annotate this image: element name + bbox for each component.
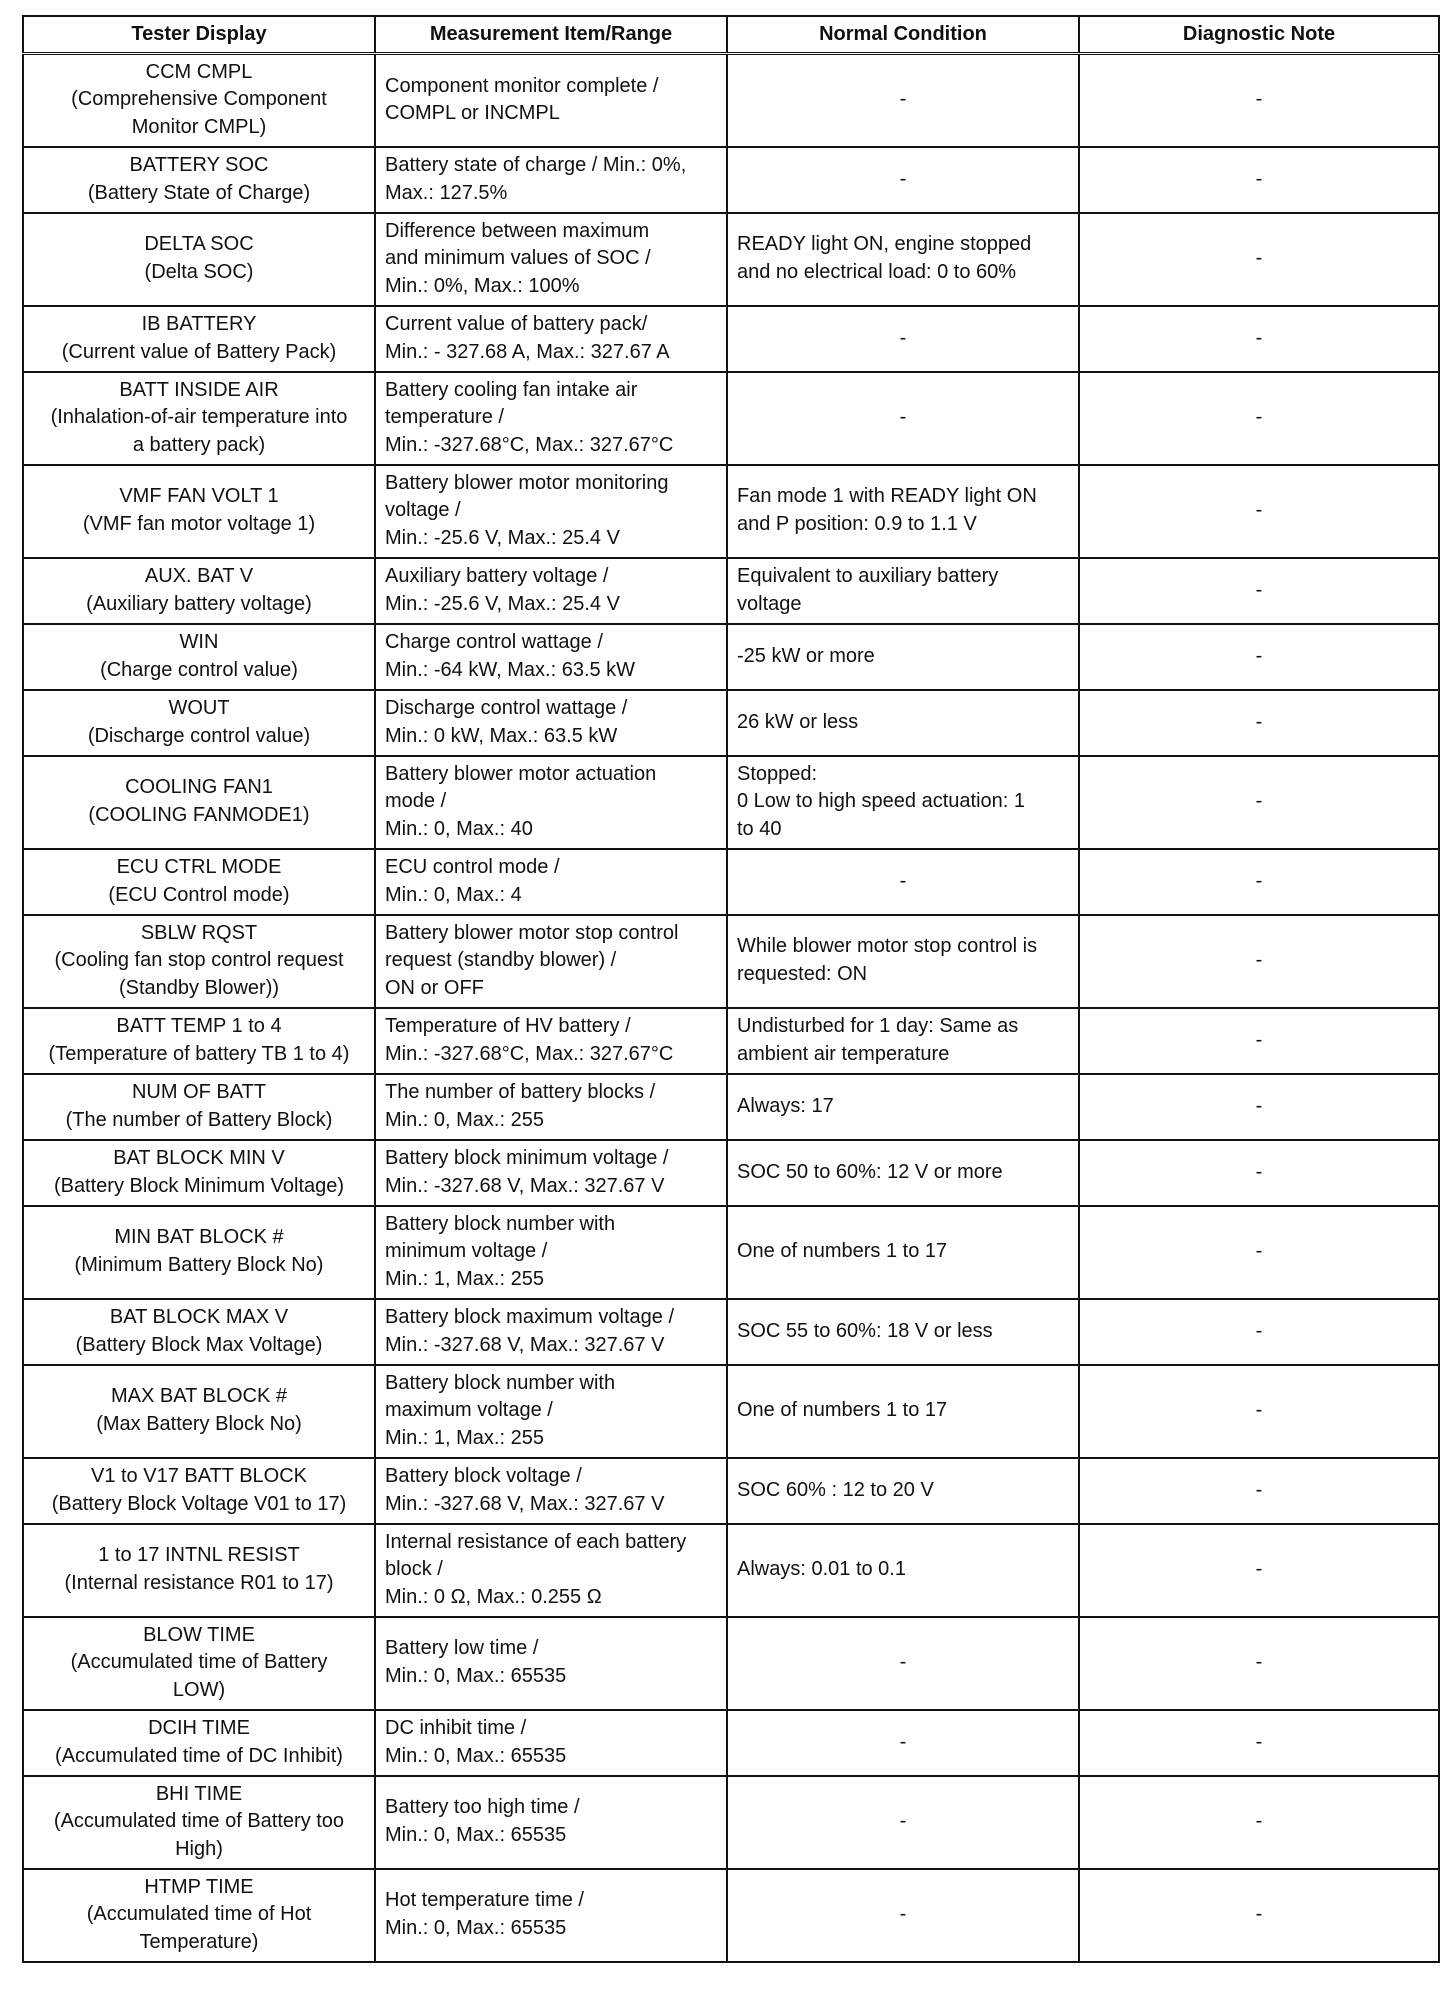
diagnostic-note-cell: -: [1079, 558, 1439, 624]
table-row: [23, 1140, 1439, 1206]
measurement-item-cell-line: Min.: - 327.68 A, Max.: 327.67 A: [385, 340, 670, 363]
tester-display-cell: [23, 1710, 375, 1776]
header-row: [23, 16, 1439, 54]
tester-display-cell-line: AUX. BAT V: [144, 564, 254, 587]
tester-display-cell: [23, 1869, 375, 1962]
measurement-item-cell-line: Component monitor complete /: [385, 74, 659, 97]
measurement-item-cell-line: Min.: -327.68°C, Max.: 327.67°C: [385, 433, 674, 456]
normal-condition-cell: [727, 1776, 1079, 1869]
table-row: [23, 1869, 1439, 1962]
tester-display-cell-line: (Minimum Battery Block No): [74, 1254, 324, 1276]
table-row: [23, 465, 1439, 558]
diagnostic-note-cell: -: [1079, 1140, 1439, 1206]
normal-condition-cell-line: -: [899, 1903, 907, 1926]
measurement-item-cell-line: Hot temperature time /: [385, 1889, 584, 1912]
measurement-item-cell: [375, 1206, 727, 1299]
tester-display-cell-line: BAT BLOCK MAX V: [109, 1305, 289, 1328]
normal-condition-cell-line: Always: 17: [737, 1094, 834, 1117]
table-row: [23, 558, 1439, 624]
tester-display-cell-line: (Accumulated time of Battery too: [53, 1810, 345, 1833]
tester-display-cell-line: BATT TEMP 1 to 4: [116, 1014, 282, 1037]
measurement-item-cell: [375, 1710, 727, 1776]
measurement-item-cell: [375, 1008, 727, 1074]
measurement-item-cell-line: minimum voltage /: [385, 1240, 548, 1263]
tester-display-cell: [23, 1299, 375, 1365]
tester-display-cell-line: (COOLING FANMODE1): [88, 804, 310, 826]
normal-condition-cell-line: voltage: [737, 592, 802, 615]
tester-display-cell: [23, 690, 375, 756]
measurement-item-cell-line: Battery block number with: [385, 1212, 616, 1235]
tester-display-cell-line: High): [175, 1837, 223, 1860]
diagnostic-note-cell: -: [1079, 1710, 1439, 1776]
normal-condition-cell: [727, 306, 1079, 372]
normal-condition-cell: [727, 1869, 1079, 1962]
tester-display-cell: [23, 915, 375, 1008]
table-row: [23, 1206, 1439, 1299]
normal-condition-cell: [727, 1140, 1079, 1206]
normal-condition-cell: [727, 1524, 1079, 1617]
tester-display-cell-line: (Internal resistance R01 to 17): [64, 1572, 334, 1594]
tester-display-cell-line: (Inhalation-of-air temperature into: [50, 406, 348, 429]
tester-display-cell-line: (The number of Battery Block): [65, 1108, 333, 1131]
measurement-item-cell-line: Temperature of HV battery /: [385, 1014, 631, 1037]
normal-condition-cell-line: -: [899, 406, 907, 429]
table-row: [23, 624, 1439, 690]
tester-display-cell-line: (Temperature of battery TB 1 to 4): [48, 1042, 350, 1065]
normal-condition-cell: [727, 1074, 1079, 1140]
tester-display-cell-line: (Accumulated time of Hot: [86, 1903, 312, 1926]
normal-condition-cell-line: requested: ON: [737, 963, 868, 985]
tester-display-cell-line: (VMF fan motor voltage 1): [82, 513, 316, 535]
normal-condition-cell: [727, 213, 1079, 306]
measurement-item-cell-line: Battery block number with: [385, 1371, 616, 1394]
normal-condition-cell-line: 0 Low to high speed actuation: 1: [737, 790, 1025, 813]
normal-condition-cell-line: SOC 50 to 60%: 12 V or more: [737, 1160, 1003, 1183]
normal-condition-cell: [727, 756, 1079, 849]
table-row: [23, 1617, 1439, 1710]
table-row: [23, 756, 1439, 849]
tester-display-cell-line: (Accumulated time of Battery: [70, 1651, 328, 1674]
measurement-item-cell-line: ON or OFF: [385, 976, 484, 999]
measurement-item-cell: [375, 1869, 727, 1962]
tester-display-cell: [23, 213, 375, 306]
measurement-item-cell: [375, 1617, 727, 1710]
diagnostic-note-cell: -: [1079, 1299, 1439, 1365]
measurement-item-cell-line: Min.: -327.68 V, Max.: 327.67 V: [385, 1492, 665, 1515]
tester-display-cell-line: BAT BLOCK MIN V: [113, 1146, 285, 1169]
measurement-item-cell-line: Min.: -25.6 V, Max.: 25.4 V: [385, 526, 620, 549]
header-diagnostic-note: Diagnostic Note: [1079, 16, 1439, 54]
data-list-table: [22, 15, 1440, 1963]
normal-condition-cell-line: -: [899, 167, 907, 190]
normal-condition-cell: [727, 1008, 1079, 1074]
measurement-item-cell: [375, 306, 727, 372]
measurement-item-cell: [375, 1299, 727, 1365]
measurement-item-cell-line: Min.: 0, Max.: 65535: [385, 1824, 567, 1846]
measurement-item-cell-line: Min.: -327.68 V, Max.: 327.67 V: [385, 1174, 665, 1197]
tester-display-cell-line: HTMP TIME: [144, 1875, 254, 1898]
diagnostic-note-cell: -: [1079, 1524, 1439, 1617]
tester-display-cell-line: WIN: [179, 630, 219, 653]
normal-condition-cell: [727, 558, 1079, 624]
diagnostic-note-cell: -: [1079, 213, 1439, 306]
table-row: [23, 1074, 1439, 1140]
diagnostic-note-cell: -: [1079, 849, 1439, 915]
tester-display-cell-line: (Cooling fan stop control request: [54, 949, 344, 972]
normal-condition-cell: [727, 54, 1079, 147]
measurement-item-cell-line: Current value of battery pack/: [385, 312, 648, 335]
normal-condition-cell: [727, 465, 1079, 558]
header-normal-condition: Normal Condition: [727, 16, 1079, 54]
normal-condition-cell: [727, 147, 1079, 213]
measurement-item-cell-line: Battery cooling fan intake air: [385, 378, 638, 401]
tester-display-cell-line: V1 to V17 BATT BLOCK: [90, 1464, 308, 1487]
table-row: [23, 1365, 1439, 1458]
tester-display-cell-line: (Discharge control value): [87, 724, 311, 747]
tester-display-cell-line: BATTERY SOC: [129, 153, 269, 176]
measurement-item-cell-line: Auxiliary battery voltage /: [385, 564, 609, 587]
tester-display-cell-line: DCIH TIME: [148, 1716, 250, 1739]
diagnostic-note-cell: -: [1079, 306, 1439, 372]
tester-display-cell-line: VMF FAN VOLT 1: [119, 485, 279, 508]
measurement-item-cell-line: Min.: -25.6 V, Max.: 25.4 V: [385, 592, 620, 615]
measurement-item-cell: [375, 1458, 727, 1524]
tester-display-cell-line: a battery pack): [132, 433, 266, 456]
tester-display-cell-line: (Accumulated time of DC Inhibit): [55, 1744, 343, 1767]
normal-condition-cell: [727, 690, 1079, 756]
table-row: [23, 147, 1439, 213]
tester-display-cell-line: BHI TIME: [155, 1782, 243, 1805]
header-measurement-item: Measurement Item/Range: [375, 16, 727, 54]
tester-display-cell-line: (Max Battery Block No): [96, 1413, 302, 1435]
table-body: [23, 54, 1439, 1962]
measurement-item-cell: [375, 849, 727, 915]
tester-display-cell-line: (Current value of Battery Pack): [61, 340, 337, 363]
normal-condition-cell: [727, 372, 1079, 465]
table-row: [23, 1299, 1439, 1365]
table-row: [23, 690, 1439, 756]
measurement-item-cell-line: Min.: 1, Max.: 255: [385, 1267, 544, 1290]
normal-condition-cell-line: -: [899, 88, 907, 111]
normal-condition-cell: [727, 915, 1079, 1008]
normal-condition-cell-line: Equivalent to auxiliary battery: [737, 564, 999, 587]
tester-display-cell-line: Temperature): [139, 1930, 259, 1953]
measurement-item-cell: [375, 213, 727, 306]
measurement-item-cell-line: Battery block maximum voltage /: [385, 1305, 674, 1328]
table-row: [23, 54, 1439, 147]
tester-display-cell-line: MIN BAT BLOCK #: [114, 1226, 284, 1249]
tester-display-cell-line: IB BATTERY: [141, 312, 257, 335]
measurement-item-cell: [375, 558, 727, 624]
table-row: [23, 372, 1439, 465]
data-table-container: [22, 15, 1438, 1963]
measurement-item-cell-line: Discharge control wattage /: [385, 696, 628, 719]
tester-display-cell-line: (Standby Blower)): [118, 976, 280, 999]
tester-display-cell-line: (Battery State of Charge): [87, 181, 311, 204]
tester-display-cell-line: SBLW RQST: [140, 921, 258, 944]
table-row: [23, 915, 1439, 1008]
tester-display-cell: [23, 1074, 375, 1140]
measurement-item-cell: [375, 372, 727, 465]
table-row: [23, 213, 1439, 306]
tester-display-cell-line: (Delta SOC): [144, 261, 254, 283]
measurement-item-cell-line: voltage /: [385, 499, 461, 522]
tester-display-cell-line: ECU CTRL MODE: [116, 855, 282, 878]
tester-display-cell-line: (Battery Block Max Voltage): [75, 1333, 323, 1356]
diagnostic-note-cell: -: [1079, 1869, 1439, 1962]
measurement-item-cell-line: Battery block voltage /: [385, 1464, 582, 1487]
tester-display-cell: [23, 1458, 375, 1524]
tester-display-cell-line: DELTA SOC: [144, 233, 254, 256]
table-row: [23, 849, 1439, 915]
header-tester-display: Tester Display: [23, 16, 375, 54]
diagnostic-note-cell: -: [1079, 1008, 1439, 1074]
measurement-item-cell-line: Min.: -327.68°C, Max.: 327.67°C: [385, 1042, 674, 1065]
measurement-item-cell-line: ECU control mode /: [385, 855, 560, 878]
measurement-item-cell-line: Min.: 0 kW, Max.: 63.5 kW: [385, 724, 618, 747]
diagnostic-note-cell: -: [1079, 1617, 1439, 1710]
normal-condition-cell-line: Fan mode 1 with READY light ON: [737, 485, 1037, 508]
diagnostic-note-cell: -: [1079, 1206, 1439, 1299]
measurement-item-cell-line: Min.: 0, Max.: 65535: [385, 1917, 567, 1939]
tester-display-cell-line: BATT INSIDE AIR: [119, 378, 279, 401]
tester-display-cell-line: Monitor CMPL): [131, 116, 267, 139]
measurement-item-cell-line: Min.: 1, Max.: 255: [385, 1426, 544, 1449]
normal-condition-cell-line: Stopped:: [737, 762, 818, 785]
diagnostic-note-cell: -: [1079, 372, 1439, 465]
measurement-item-cell: [375, 1776, 727, 1869]
tester-display-cell-line: (Battery Block Voltage V01 to 17): [51, 1492, 347, 1515]
normal-condition-cell-line: One of numbers 1 to 17: [737, 1240, 948, 1263]
measurement-item-cell-line: Min.: -64 kW, Max.: 63.5 kW: [385, 658, 636, 681]
diagnostic-note-cell: -: [1079, 147, 1439, 213]
tester-display-cell-line: WOUT: [168, 696, 230, 719]
tester-display-cell-line: CCM CMPL: [145, 60, 253, 83]
normal-condition-cell-line: -: [899, 1810, 907, 1833]
measurement-item-cell-line: Min.: -327.68 V, Max.: 327.67 V: [385, 1333, 665, 1356]
tester-display-cell-line: (Comprehensive Component: [71, 88, 327, 111]
normal-condition-cell-line: -: [899, 1730, 907, 1753]
diagnostic-note-cell: -: [1079, 1776, 1439, 1869]
normal-condition-cell-line: One of numbers 1 to 17: [737, 1399, 948, 1422]
normal-condition-cell-line: 26 kW or less: [737, 710, 859, 733]
normal-condition-cell-line: Undisturbed for 1 day: Same as: [737, 1014, 1019, 1037]
measurement-item-cell-line: DC inhibit time /: [385, 1716, 527, 1739]
measurement-item-cell-line: Min.: 0 Ω, Max.: 0.255 Ω: [385, 1585, 602, 1608]
measurement-item-cell-line: temperature /: [385, 406, 504, 429]
measurement-item-cell: [375, 54, 727, 147]
table-row: [23, 1710, 1439, 1776]
measurement-item-cell-line: Max.: 127.5%: [385, 181, 508, 204]
tester-display-cell-line: BLOW TIME: [143, 1623, 255, 1646]
normal-condition-cell-line: -: [899, 1651, 907, 1674]
tester-display-cell: [23, 54, 375, 147]
tester-display-cell: [23, 147, 375, 213]
tester-display-cell: [23, 465, 375, 558]
normal-condition-cell-line: and P position: 0.9 to 1.1 V: [737, 513, 977, 535]
measurement-item-cell-line: Min.: 0, Max.: 255: [385, 1108, 544, 1131]
tester-display-cell: [23, 372, 375, 465]
tester-display-cell: [23, 558, 375, 624]
normal-condition-cell: [727, 624, 1079, 690]
normal-condition-cell-line: ambient air temperature: [737, 1042, 950, 1065]
measurement-item-cell-line: COMPL or INCMPL: [385, 102, 560, 125]
measurement-item-cell-line: Min.: 0, Max.: 65535: [385, 1744, 567, 1767]
tester-display-cell: [23, 1008, 375, 1074]
measurement-item-cell: [375, 465, 727, 558]
normal-condition-cell-line: Always: 0.01 to 0.1: [737, 1558, 906, 1581]
measurement-item-cell-line: Min.: 0, Max.: 65535: [385, 1665, 567, 1687]
measurement-item-cell-line: Min.: 0, Max.: 4: [385, 883, 522, 906]
tester-display-cell: [23, 756, 375, 849]
measurement-item-cell-line: request (standby blower) /: [385, 949, 617, 972]
table-row: [23, 1008, 1439, 1074]
measurement-item-cell-line: and minimum values of SOC /: [385, 247, 651, 270]
table-row: [23, 1524, 1439, 1617]
measurement-item-cell-line: Difference between maximum: [385, 219, 650, 242]
measurement-item-cell: [375, 624, 727, 690]
tester-display-cell-line: LOW): [172, 1678, 226, 1701]
tester-display-cell: [23, 1206, 375, 1299]
tester-display-cell-line: (ECU Control mode): [108, 883, 290, 906]
diagnostic-note-cell: -: [1079, 624, 1439, 690]
measurement-item-cell: [375, 1140, 727, 1206]
measurement-item-cell: [375, 756, 727, 849]
normal-condition-cell: [727, 1365, 1079, 1458]
measurement-item-cell-line: Battery blower motor actuation: [385, 762, 657, 785]
normal-condition-cell: [727, 1710, 1079, 1776]
measurement-item-cell-line: block /: [385, 1558, 443, 1581]
normal-condition-cell-line: -: [899, 869, 907, 892]
tester-display-cell-line: NUM OF BATT: [131, 1080, 267, 1103]
normal-condition-cell: [727, 1206, 1079, 1299]
tester-display-cell: [23, 624, 375, 690]
diagnostic-note-cell: -: [1079, 1458, 1439, 1524]
measurement-item-cell: [375, 1365, 727, 1458]
diagnostic-note-cell: -: [1079, 1074, 1439, 1140]
normal-condition-cell-line: to 40: [737, 817, 782, 840]
tester-display-cell: [23, 1140, 375, 1206]
normal-condition-cell-line: -: [899, 326, 907, 349]
measurement-item-cell: [375, 1524, 727, 1617]
tester-display-cell: [23, 1365, 375, 1458]
table-row: [23, 306, 1439, 372]
measurement-item-cell-line: Battery blower motor monitoring: [385, 471, 669, 494]
diagnostic-note-cell: -: [1079, 690, 1439, 756]
normal-condition-cell-line: READY light ON, engine stopped: [737, 233, 1032, 256]
normal-condition-cell: [727, 1617, 1079, 1710]
measurement-item-cell: [375, 690, 727, 756]
measurement-item-cell-line: Internal resistance of each battery: [385, 1530, 687, 1553]
measurement-item-cell-line: maximum voltage /: [385, 1399, 553, 1422]
tester-display-cell-line: (Charge control value): [100, 658, 298, 681]
normal-condition-cell: [727, 1299, 1079, 1365]
diagnostic-note-cell: -: [1079, 54, 1439, 147]
normal-condition-cell-line: and no electrical load: 0 to 60%: [737, 261, 1017, 283]
tester-display-cell-line: 1 to 17 INTNL RESIST: [98, 1544, 300, 1567]
normal-condition-cell-line: While blower motor stop control is: [737, 935, 1038, 958]
tester-display-cell-line: (Auxiliary battery voltage): [86, 592, 312, 615]
measurement-item-cell-line: Battery block minimum voltage /: [385, 1146, 669, 1169]
measurement-item-cell: [375, 147, 727, 213]
tester-display-cell-line: COOLING FAN1: [125, 776, 273, 799]
measurement-item-cell-line: mode /: [385, 790, 447, 813]
normal-condition-cell-line: SOC 55 to 60%: 18 V or less: [737, 1319, 993, 1342]
tester-display-cell-line: MAX BAT BLOCK #: [111, 1385, 287, 1408]
diagnostic-note-cell: -: [1079, 1365, 1439, 1458]
tester-display-cell: [23, 306, 375, 372]
measurement-item-cell-line: Battery too high time /: [385, 1796, 580, 1819]
tester-display-cell: [23, 849, 375, 915]
normal-condition-cell-line: -25 kW or more: [737, 644, 875, 667]
diagnostic-note-cell: -: [1079, 465, 1439, 558]
measurement-item-cell-line: Battery low time /: [385, 1637, 539, 1660]
measurement-item-cell: [375, 915, 727, 1008]
tester-display-cell-line: (Battery Block Minimum Voltage): [53, 1174, 345, 1197]
diagnostic-note-cell: -: [1079, 915, 1439, 1008]
diagnostic-note-cell: -: [1079, 756, 1439, 849]
table-row: [23, 1776, 1439, 1869]
measurement-item-cell-line: Battery blower motor stop control: [385, 921, 679, 944]
measurement-item-cell-line: The number of battery blocks /: [385, 1080, 656, 1103]
measurement-item-cell-line: Min.: 0, Max.: 40: [385, 817, 533, 840]
tester-display-cell: [23, 1776, 375, 1869]
normal-condition-cell-line: SOC 60% : 12 to 20 V: [737, 1478, 934, 1501]
normal-condition-cell: [727, 1458, 1079, 1524]
measurement-item-cell: [375, 1074, 727, 1140]
table-row: [23, 1458, 1439, 1524]
tester-display-cell: [23, 1617, 375, 1710]
measurement-item-cell-line: Min.: 0%, Max.: 100%: [385, 274, 580, 297]
measurement-item-cell-line: Battery state of charge / Min.: 0%,: [385, 153, 687, 176]
normal-condition-cell: [727, 849, 1079, 915]
tester-display-cell: [23, 1524, 375, 1617]
measurement-item-cell-line: Charge control wattage /: [385, 630, 603, 653]
